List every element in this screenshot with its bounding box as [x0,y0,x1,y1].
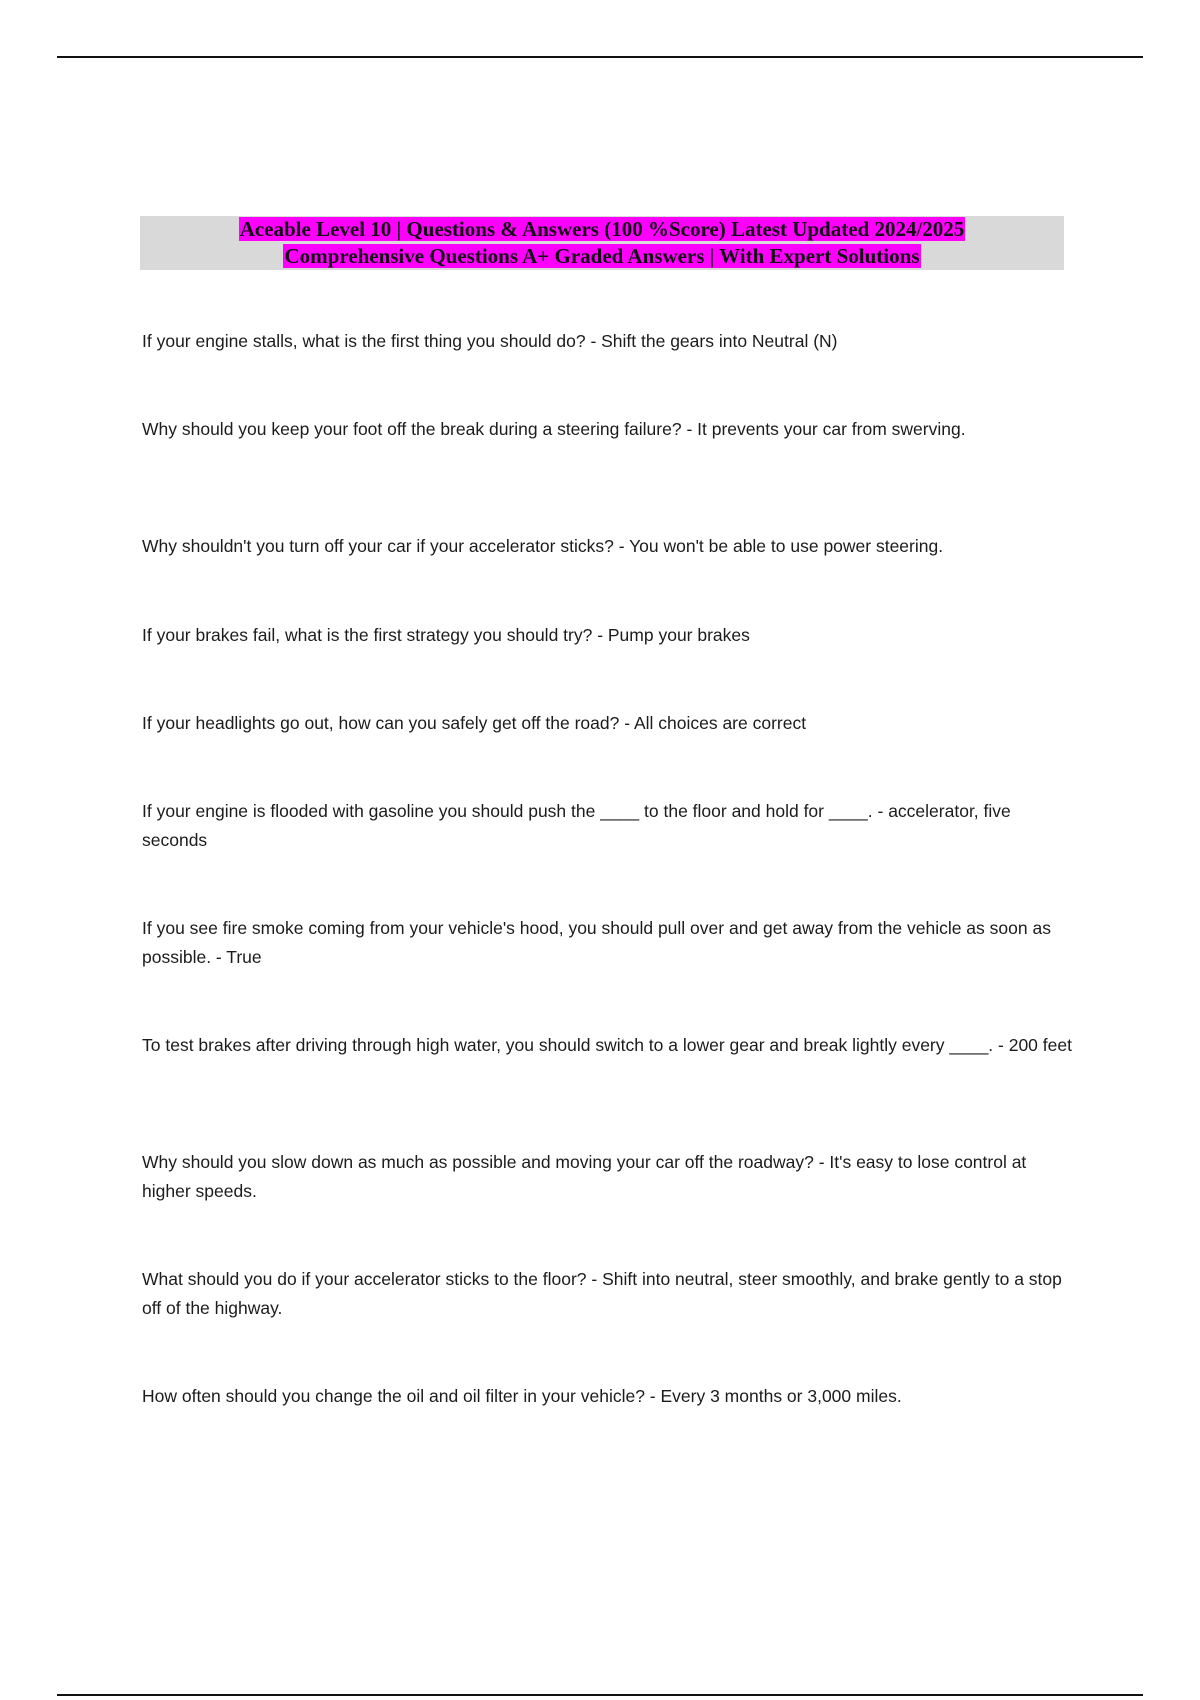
top-rule [57,56,1143,58]
title-block [140,216,1064,270]
qa-item-6: If your engine is flooded with gasoline you should push the ____ to the floor and hold for ____. - accelerator, five seconds [142,801,1011,850]
qa-item-9: Why should you slow down as much as possible and moving your car off the roadway? - It's easy to lose control at higher speeds. [142,1152,1027,1201]
qa-item-3: Why shouldn't you turn off your car if your accelerator sticks? - You won't be able to use power steering. [142,536,944,556]
qa-item-11: How often should you change the oil and oil filter in your vehicle? - Every 3 months or 3,000 miles. [142,1386,902,1406]
title-line-1-text: Aceable Level 10 | Questions & Answers (100 %Score) Latest Updated 2024/2025 [239,217,965,241]
qa-item-7: If you see fire smoke coming from your vehicle's hood, you should pull over and get away from the vehicle as soon as possible. - True [142,918,1051,967]
qa-item-4: If your brakes fail, what is the first strategy you should try? - Pump your brakes [142,625,750,645]
qa-item-8: To test brakes after driving through high water, you should switch to a lower gear and break lightly every ____. - 200 feet [142,1035,1072,1055]
qa-item-5: If your headlights go out, how can you safely get off the road? - All choices are correct [142,713,807,733]
qa-item-10: What should you do if your accelerator sticks to the floor? - Shift into neutral, steer smoothly, and brake gently to a stop off of the highway. [142,1269,1062,1318]
title-line-1 [140,216,1064,243]
title-line-2-text: Comprehensive Questions A+ Graded Answers | With Expert Solutions [284,244,920,268]
qa-item-2: Why should you keep your foot off the break during a steering failure? - It prevents your car from swerving. [142,419,966,439]
title-line-2 [140,243,1064,270]
bottom-rule [57,1694,1143,1696]
qa-item-1: If your engine stalls, what is the first thing you should do? - Shift the gears into Neutral (N) [142,331,838,351]
